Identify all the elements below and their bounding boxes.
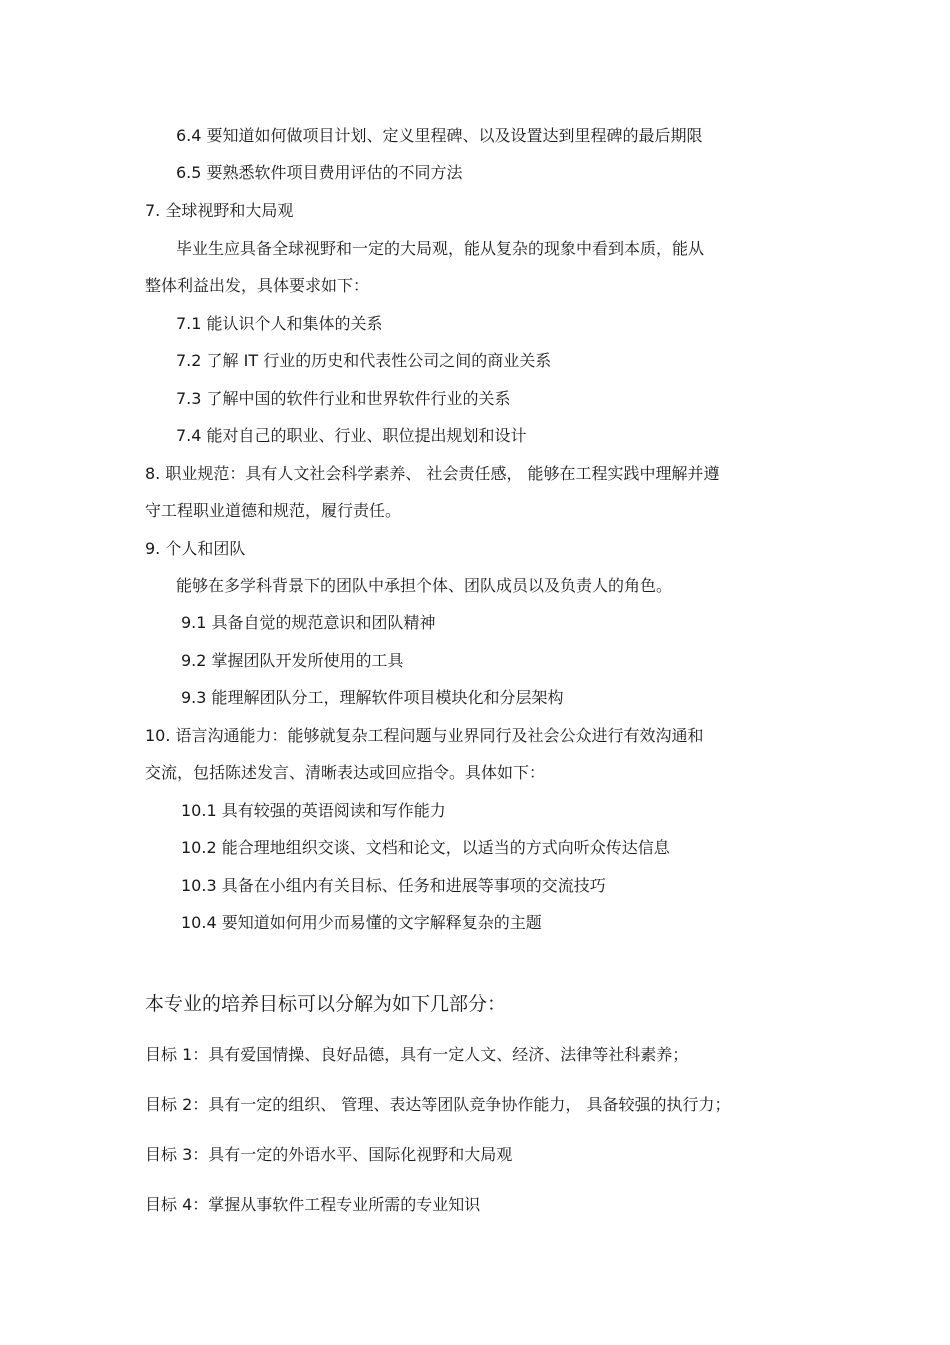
item-6-4: 6.4 要知道如何做项目计划、定义里程碑、以及设置达到里程碑的最后期限 [176,126,703,145]
goals-heading: 本专业的培养目标可以分解为如下几部分： [145,993,507,1015]
goal-1: 目标 1：具有爱国情操、良好品德，具有一定人文、经济、法律等社科素养； [145,1045,689,1064]
section-9-paragraph: 能够在多学科背景下的团队中承担个体、团队成员以及负责人的角色。 [176,576,673,595]
section-10-line2: 交流，包括陈述发言、清晰表达或回应指令。具体如下： [145,763,546,782]
item-6-5: 6.5 要熟悉软件项目费用评估的不同方法 [176,163,463,182]
item-10-3: 10.3 具备在小组内有关目标、任务和进展等事项的交流技巧 [181,876,606,895]
item-10-2: 10.2 能合理地组织交谈、文档和论文，以适当的方式向听众传达信息 [181,838,670,857]
item-7-1: 7.1 能认识个人和集体的关系 [176,314,383,333]
item-10-4: 10.4 要知道如何用少而易懂的文字解释复杂的主题 [181,913,542,932]
section-8-line1: 8. 职业规范：具有人文社会科学素养、 社会责任感， 能够在工程实践中理解并遵 [145,464,720,483]
goal-2: 目标 2：具有一定的组织、 管理、表达等团队竞争协作能力， 具备较强的执行力； [145,1095,731,1114]
item-7-4: 7.4 能对自己的职业、行业、职位提出规划和设计 [176,426,527,445]
item-7-3: 7.3 了解中国的软件行业和世界软件行业的关系 [176,389,511,408]
section-8-line2: 守工程职业道德和规范，履行责任。 [145,501,402,520]
item-10-1: 10.1 具有较强的英语阅读和写作能力 [181,801,446,820]
goal-4: 目标 4：掌握从事软件工程专业所需的专业知识 [145,1195,481,1214]
section-10-line1: 10. 语言沟通能力：能够就复杂工程问题与业界同行及社会公众进行有效沟通和 [145,726,704,745]
section-9-heading: 9. 个人和团队 [145,539,246,558]
item-9-1: 9.1 具备自觉的规范意识和团队精神 [181,613,436,632]
section-7-paragraph-line1: 毕业生应具备全球视野和一定的大局观，能从复杂的现象中看到本质，能从 [176,239,705,258]
section-7-paragraph-line2: 整体利益出发，具体要求如下： [145,276,370,295]
item-9-3: 9.3 能理解团队分工，理解软件项目模块化和分层架构 [181,688,564,707]
section-7-heading: 7. 全球视野和大局观 [145,201,294,220]
item-7-2: 7.2 了解 IT 行业的历史和代表性公司之间的商业关系 [176,351,552,370]
item-9-2: 9.2 掌握团队开发所使用的工具 [181,651,404,670]
goal-3: 目标 3：具有一定的外语水平、国际化视野和大局观 [145,1145,513,1164]
